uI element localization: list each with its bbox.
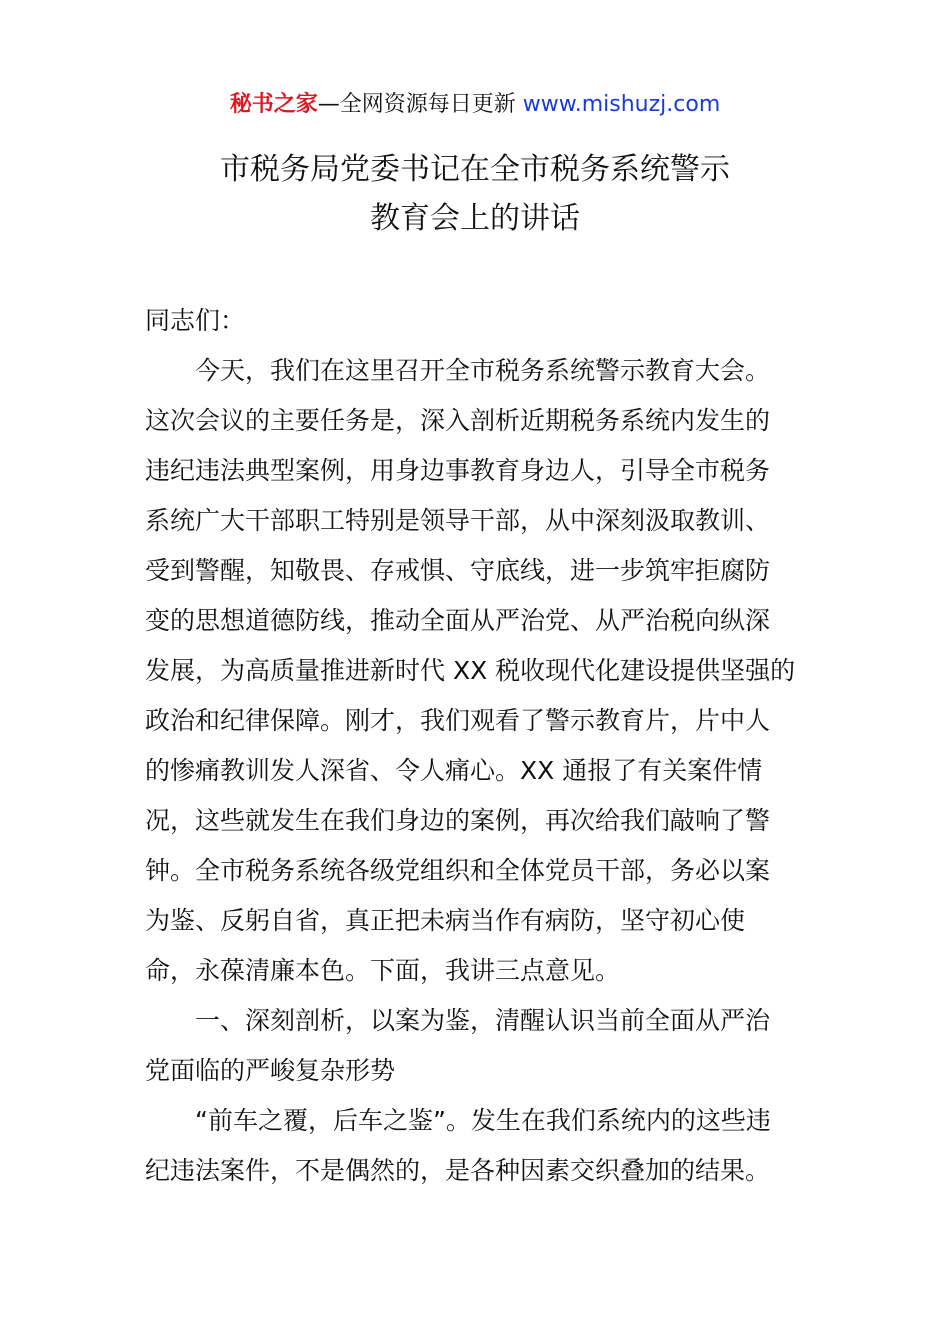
- body-line: 这次会议的主要任务是，深入剖析近期税务系统内发生的: [145, 406, 771, 435]
- body-paragraphs: [145, 346, 825, 1196]
- document-title-line-1: 市税务局党委书记在全市税务系统警示: [220, 152, 730, 187]
- body-line: 的惨痛教训发人深省、令人痛心。XX 通报了有关案件情: [145, 756, 763, 785]
- body-line: 变的思想道德防线，推动全面从严治党、从严治税向纵深: [145, 606, 771, 635]
- body-line: “前车之覆，后车之鉴”。发生在我们系统内的这些违: [195, 1106, 771, 1135]
- body-line: 纪违法案件，不是偶然的，是各种因素交织叠加的结果。: [145, 1156, 771, 1185]
- banner-slogan: —全网资源每日更新: [317, 92, 516, 117]
- body-line: 命，永葆清廉本色。下面，我讲三点意见。: [145, 956, 621, 985]
- document-title-line-2: 教育会上的讲话: [370, 201, 580, 236]
- section-heading-line: 党面临的严峻复杂形势: [145, 1056, 396, 1085]
- section-heading-line: 一、深刻剖析，以案为鉴，清醒认识当前全面从严治: [195, 1006, 771, 1035]
- body-line: 发展，为高质量推进新时代 XX 税收现代化建设提供坚强的: [145, 656, 796, 685]
- site-banner: [0, 88, 950, 122]
- body-line: 受到警醒，知敬畏、存戒惧、守底线，进一步筑牢拒腐防: [145, 556, 771, 585]
- body-line: 今天，我们在这里召开全市税务系统警示教育大会。: [195, 356, 771, 385]
- body-line: 违纪违法典型案例，用身边事教育身边人，引导全市税务: [145, 456, 771, 485]
- greeting: 同志们：: [145, 306, 246, 335]
- site-url-link[interactable]: www.mishuzj.com: [522, 92, 721, 117]
- body-line: 况，这些就发生在我们身边的案例，再次给我们敲响了警: [145, 806, 771, 835]
- body-line: 为鉴、反躬自省，真正把未病当作有病防，坚守初心使: [145, 906, 746, 935]
- brand-name: 秘书之家: [229, 92, 318, 117]
- body-line: 政治和纪律保障。刚才，我们观看了警示教育片，片中人: [145, 706, 771, 735]
- body-line: 系统广大干部职工特别是领导干部，从中深刻汲取教训、: [145, 506, 771, 535]
- body-line: 钟。全市税务系统各级党组织和全体党员干部，务必以案: [145, 856, 771, 885]
